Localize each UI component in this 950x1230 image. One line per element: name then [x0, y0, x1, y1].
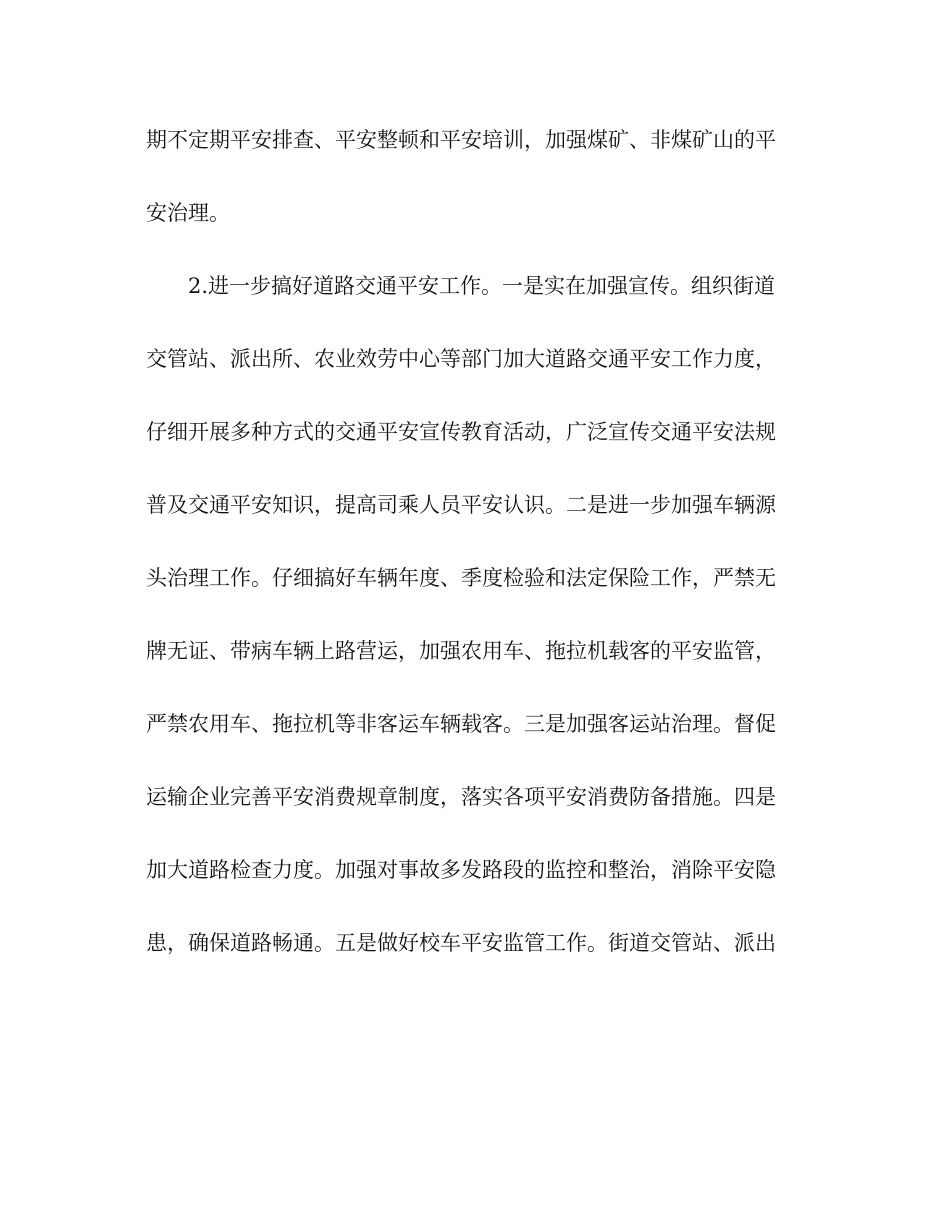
text-line: 严禁农用车、拖拉机等非客运车辆载客。三是加强客运站治理。督促 [146, 712, 776, 736]
text-line: 牌无证、带病车辆上路营运，加强农用车、拖拉机载客的平安监管， [146, 639, 776, 663]
text-line: 仔细开展多种方式的交通平安宣传教育活动，广泛宣传交通平安法规 [146, 420, 776, 444]
text-line: 运输企业完善平安消费规章制度，落实各项平安消费防备措施。四是 [146, 785, 776, 809]
body-text [146, 130, 826, 1006]
text-line-paragraph-start: 2.进一步搞好道路交通平安工作。一是实在加强宣传。组织街道 [188, 274, 776, 298]
text-line: 安治理。 [146, 201, 230, 225]
text-line: 期不定期平安排查、平安整顿和平安培训，加强煤矿、非煤矿山的平 [146, 128, 776, 152]
text-line: 交管站、派出所、农业效劳中心等部门加大道路交通平安工作力度， [146, 347, 776, 371]
text-line: 头治理工作。仔细搞好车辆年度、季度检验和法定保险工作，严禁无 [146, 566, 776, 590]
text-line: 加大道路检查力度。加强对事故多发路段的监控和整治，消除平安隐 [146, 858, 776, 882]
text-line: 普及交通平安知识，提高司乘人员平安认识。二是进一步加强车辆源 [146, 493, 776, 517]
text-line: 患，确保道路畅通。五是做好校车平安监管工作。街道交管站、派出 [146, 931, 776, 955]
